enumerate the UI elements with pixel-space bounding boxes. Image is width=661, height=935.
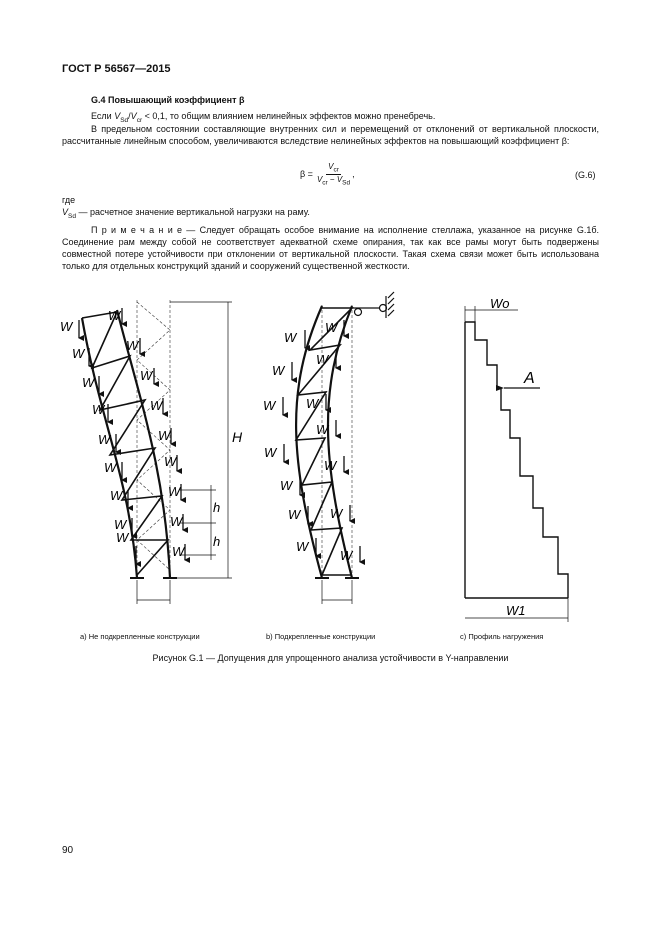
svg-text:W: W [72,346,85,361]
formula-g6: β = $V_{cr}$ $V_{cr} - V_{Sd}$ , [300,162,355,187]
label-a: A [524,370,535,387]
svg-text:W: W [150,398,163,413]
svg-text:W: W [60,319,73,334]
svg-text:W: W [92,402,105,417]
page-number: 90 [62,845,74,856]
where-label: где [62,195,76,205]
label-panel-h-2: h [213,534,221,549]
top-support [352,292,394,318]
svg-text:W: W [316,422,329,437]
load-profile-diagram [465,296,568,622]
base-dimension-b [322,580,352,604]
load-labels-left [60,319,130,545]
braced-frame-diagram [263,292,394,604]
svg-text:W: W [330,506,343,521]
figure-g1 [0,290,661,630]
note-paragraph: П р и м е ч а н и е — Следует обращать особое внимание на исполнение стеллажа, указанное на рисунке G.1б. Соединение рам между собой не соответствует адекватной схеме опирания, так как все рамы могут быть подвержены совместной потере устойчивости при отклонении от вертикальной плоскости. Такая схема связи может быть использована только для отдельных конструкций зданий и сооружений существенной жесткости. [62,225,599,271]
caption-a: а) Не подкрепленные конструкции [80,632,200,641]
svg-text:W: W [284,330,297,345]
svg-text:W: W [168,484,181,499]
unbraced-frame-diagram [60,300,243,604]
svg-text:W: W [164,454,177,469]
load-arrows-b-left [283,330,316,556]
label-base-load: W1 [506,603,526,618]
svg-text:W: W [158,428,171,443]
svg-text:W: W [110,488,123,503]
svg-text:W: W [172,544,185,559]
svg-text:W: W [316,352,329,367]
standard-header: ГОСТ Р 56567—2015 [62,63,171,75]
svg-text:W: W [306,396,319,411]
svg-text:W: W [116,530,129,545]
label-height: H [232,429,243,445]
svg-text:W: W [288,507,301,522]
base-dimension [137,580,170,604]
caption-c: c) Профиль нагружения [460,632,544,641]
svg-text:W: W [140,368,153,383]
svg-text:W: W [170,514,183,529]
equation-number: (G.6) [575,170,596,180]
deformed-bracing-b [296,308,352,575]
height-dimension [170,302,232,578]
caption-b: b) Подкрепленные конструкции [266,632,376,641]
svg-text:W: W [98,432,111,447]
svg-text:W: W [126,338,139,353]
label-top-load: Wo [490,296,510,311]
svg-text:W: W [324,458,337,473]
figure-title: Рисунок G.1 — Допущения для упрощенного анализа устойчивости в Y-направлении [152,653,509,663]
svg-text:W: W [104,460,117,475]
svg-text:W: W [114,517,127,532]
section-title: G.4 Повышающий коэффициент β [91,95,245,105]
svg-text:W: W [108,308,121,323]
svg-text:W: W [325,320,338,335]
svg-text:W: W [263,398,276,413]
svg-text:W: W [272,363,285,378]
svg-text:W: W [296,539,309,554]
paragraph-1: Если $V_{Sd}/V_{cr} < 0,1$, то общим влиянием нелинейных эффектов можно пренебречь. [91,111,436,124]
svg-text:W: W [340,548,353,563]
svg-text:W: W [82,375,95,390]
label-panel-h-1: h [213,500,221,515]
svg-text:W: W [264,445,277,460]
paragraph-2: В предельном состоянии составляющие внутренних сил и перемещений от отклонений от вертикальной плоскости, рассчитанные линейным способом, увеличиваются вследствие нелинейных эффектов на повышающий коэффициент β: [62,124,599,146]
where-definition: $V_{Sd}$ — расчетное значение вертикальной нагрузки на раму. [62,207,310,220]
svg-text:W: W [280,478,293,493]
load-profile-steps [465,322,568,598]
